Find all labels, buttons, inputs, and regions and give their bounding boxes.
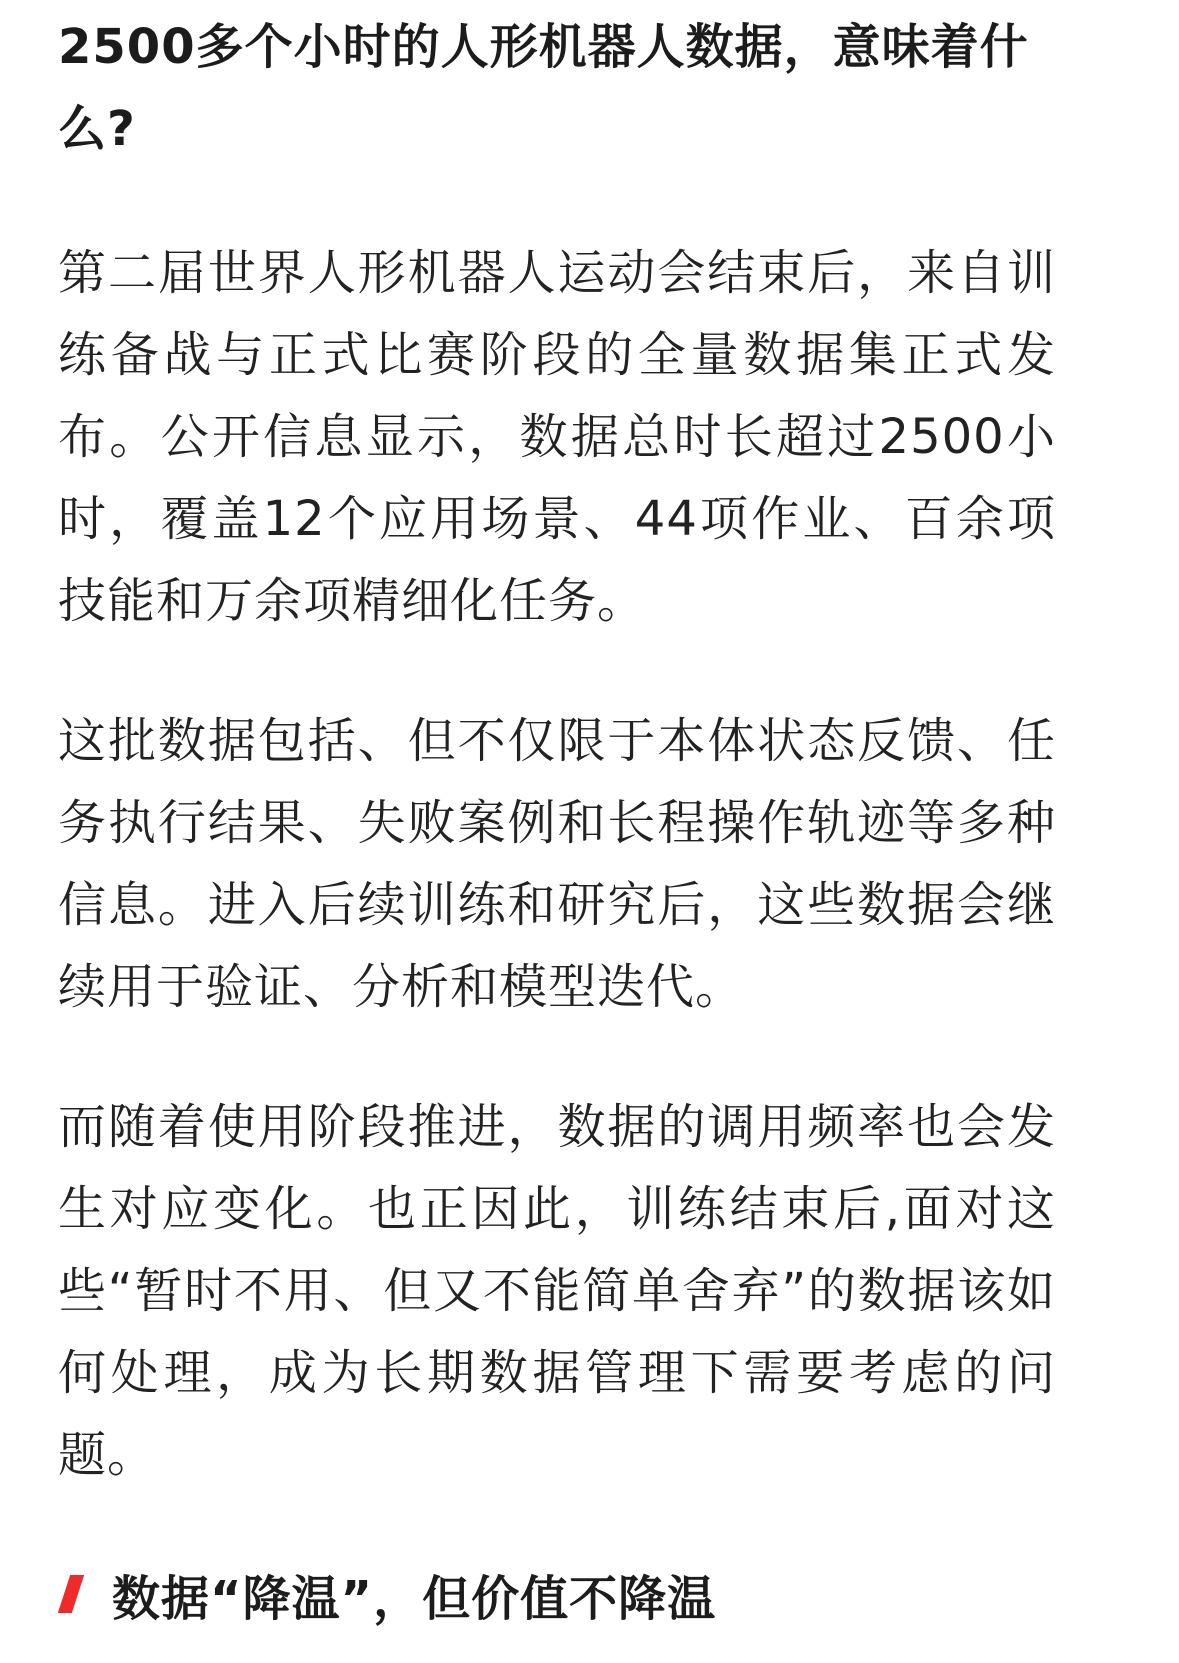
- article-body: [58, 0, 1056, 1634]
- section-heading: [58, 1554, 1056, 1634]
- paragraph-data-management: 而随着使用阶段推进，数据的调用频率也会发生对应变化。也正因此，训练结束后,面对这些“暂时不用、但又不能简单舍弃”的数据该如何处理，成为长期数据管理下需要考虑的问题。: [58, 1099, 1056, 1483]
- section-marker-icon: [58, 1575, 84, 1613]
- paragraph-data-contents: 这批数据包括、但不仅限于本体状态反馈、任务执行结果、失败案例和长程操作轨迹等多种信息。进入后续训练和研究后，这些数据会继续用于验证、分析和模型迭代。: [58, 713, 1056, 1015]
- section-heading-text: 数据“降温”，但价值不降温: [112, 1570, 717, 1627]
- article-title: 2500多个小时的人形机器人数据，意味着什么?: [58, 19, 1029, 157]
- paragraph-dataset-release: 第二届世界人形机器人运动会结束后，来自训练备战与正式比赛阶段的全量数据集正式发布。公开信息显示，数据总时长超过2500小时，覆盖12个应用场景、44项作业、百余项技能和万余项精细化任务。: [58, 245, 1056, 629]
